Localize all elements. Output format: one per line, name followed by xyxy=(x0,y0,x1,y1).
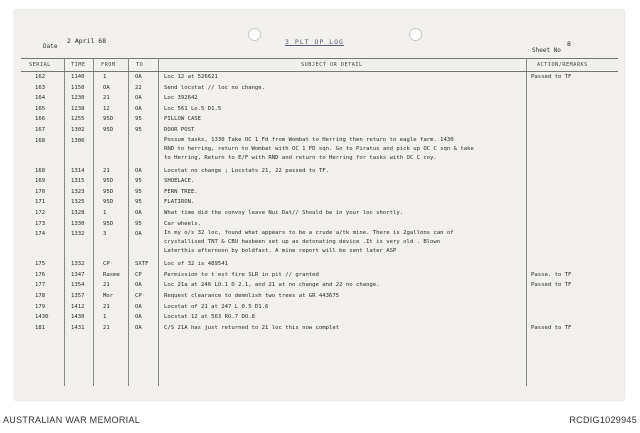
cell-time: 1330 xyxy=(71,220,85,227)
cell-time: 1325 xyxy=(71,199,85,206)
table-header xyxy=(21,58,618,72)
punch-hole xyxy=(409,28,422,41)
table-row xyxy=(21,302,618,313)
cell-time: 1354 xyxy=(71,282,85,289)
cell-from: 1 xyxy=(103,209,107,216)
table-row xyxy=(21,166,618,177)
cell-serial: 179 xyxy=(35,303,46,310)
cell-serial: 163 xyxy=(35,84,46,91)
cell-from: 3 xyxy=(103,231,107,238)
detail-line: Request clearance to demolish two trees at GR 443675 xyxy=(164,292,340,299)
cell-to: 22 xyxy=(135,84,142,91)
cell-detail xyxy=(164,93,198,104)
cell-serial: 169 xyxy=(35,178,46,185)
cell-from: Mor xyxy=(103,292,114,299)
cell-serial: 178 xyxy=(35,292,46,299)
cell-time: 1430 xyxy=(71,314,85,321)
cell-time: 1238 xyxy=(71,105,85,112)
cell-time: 1323 xyxy=(71,188,85,195)
cell-serial: 166 xyxy=(35,116,46,123)
cell-action: Passe. to TF xyxy=(531,271,572,278)
table-row xyxy=(21,259,618,270)
table-row xyxy=(21,312,618,323)
detail-line: DOOR POST xyxy=(164,126,195,133)
page-title: 3 PLT OP LOG xyxy=(285,38,344,46)
cell-serial: 172 xyxy=(35,209,46,216)
table-body xyxy=(21,72,618,333)
cell-from: 95D xyxy=(103,116,114,123)
table-row xyxy=(21,176,618,187)
detail-line: Loc 12 at 526621 xyxy=(164,74,218,80)
cell-to: 95 xyxy=(135,178,142,185)
cell-detail xyxy=(164,291,339,302)
cell-to: CP xyxy=(135,271,142,278)
table-row xyxy=(21,114,618,125)
cell-detail xyxy=(164,219,201,230)
detail-line: Loc 392642 xyxy=(164,95,198,102)
cell-from: 1 xyxy=(103,74,107,80)
cell-time: 1150 xyxy=(71,84,85,91)
detail-line: Car wheels. xyxy=(164,220,202,227)
cell-time: 1306 xyxy=(71,137,85,144)
cell-to: 95 xyxy=(135,188,142,195)
detail-line: What time did the convoy leave Nui Dat// Should be in your loc shortly. xyxy=(164,209,404,216)
cell-serial: 162 xyxy=(35,74,46,80)
col-serial: SERIAL xyxy=(29,62,51,68)
cell-detail xyxy=(164,125,194,136)
cell-detail xyxy=(164,176,194,187)
table-row xyxy=(21,104,618,115)
cell-to: 95 xyxy=(135,199,142,206)
cell-detail xyxy=(164,270,319,281)
detail-line: Loc 561 Lo.5 D1.5 xyxy=(164,105,222,112)
col-time: TIME xyxy=(71,62,86,68)
cell-serial: 168 xyxy=(35,137,46,144)
sheet-value: 8 xyxy=(567,40,571,48)
cell-to: CP xyxy=(135,292,142,299)
cell-time: 1302 xyxy=(71,126,85,133)
cell-detail xyxy=(164,312,255,323)
cell-serial: 174 xyxy=(35,231,46,238)
detail-line: C/S 21A has just returned to 21 loc this now complet xyxy=(164,324,340,331)
cell-detail xyxy=(164,104,221,115)
cell-to: OA xyxy=(135,303,142,310)
detail-line: Locstat no change ; Locstats 21, 22 passed to TF. xyxy=(164,167,330,174)
cell-detail xyxy=(164,166,329,177)
cell-from: 95D xyxy=(103,178,114,185)
table-row xyxy=(21,125,618,136)
cell-time: 1328 xyxy=(71,209,85,216)
cell-serial: 165 xyxy=(35,105,46,112)
col-action: ACTION/REMARKS xyxy=(537,62,588,68)
footer-right: RCDIG1029945 xyxy=(569,415,637,425)
footer-left: AUSTRALIAN WAR MEMORIAL xyxy=(3,415,141,425)
detail-line: Locstat 12 at 563 RO.7 DO.8 xyxy=(164,314,255,321)
cell-serial: 171 xyxy=(35,199,46,206)
cell-to: SXTF xyxy=(135,261,149,268)
cell-to: OA xyxy=(135,282,142,289)
table-row xyxy=(21,219,618,230)
cell-to: 95 xyxy=(135,220,142,227)
table-row xyxy=(21,291,618,302)
cell-detail xyxy=(164,302,268,313)
cell-to: OA xyxy=(135,231,142,238)
table-row xyxy=(21,323,618,334)
cell-to: OA xyxy=(135,314,142,321)
cell-time: 1315 xyxy=(71,178,85,185)
detail-line: to Herring, Return to E/F with RND and return to Herring for tasks with OC C coy. xyxy=(164,154,437,161)
cell-from: 1 xyxy=(103,314,107,321)
table-row xyxy=(21,136,618,166)
cell-from: 21 xyxy=(103,303,110,310)
cell-to: OA xyxy=(135,105,142,112)
cell-serial: 177 xyxy=(35,282,46,289)
cell-time: 1347 xyxy=(71,271,85,278)
cell-detail xyxy=(164,197,194,208)
detail-line: Loc 21a at 246 LO.1 D 2.1, and 21 at no change and 22 no change. xyxy=(164,282,380,289)
cell-from: 12 xyxy=(103,105,110,112)
cell-serial: 1430 xyxy=(35,314,49,321)
table-row xyxy=(21,72,618,83)
detail-line: PILLOW CASE xyxy=(164,116,202,123)
detail-line: Laterthis afternoon by boldfast. A mine report will be sent later ASP xyxy=(164,248,397,255)
cell-detail xyxy=(164,208,403,219)
table-row xyxy=(21,208,618,219)
date-value: 2 April 68 xyxy=(67,37,107,45)
cell-detail xyxy=(164,136,474,163)
detail-line: Loc of 32 is 489541 xyxy=(164,261,228,268)
cell-serial: 173 xyxy=(35,220,46,227)
detail-line: Send locstat // loc no change. xyxy=(164,84,266,91)
cell-to: OA xyxy=(135,95,142,102)
cell-time: 1332 xyxy=(71,261,85,268)
cell-to: 95 xyxy=(135,116,142,123)
cell-time: 1140 xyxy=(71,74,85,80)
cell-serial: 175 xyxy=(35,261,46,268)
cell-from: 95D xyxy=(103,220,114,227)
cell-from: 21 xyxy=(103,167,110,174)
cell-from: CP xyxy=(103,261,110,268)
cell-from: 21 xyxy=(103,324,110,331)
cell-detail xyxy=(164,280,380,291)
sheet-label: Sheet No xyxy=(532,47,561,54)
cell-from: 21 xyxy=(103,95,110,102)
col-detail: SUBJECT OR DETAIL xyxy=(301,62,363,68)
cell-detail xyxy=(164,72,218,83)
cell-action: Passed to TF xyxy=(531,282,572,289)
cell-to: OA xyxy=(135,324,142,331)
detail-line: Possum tasks, 1330 Take OC 1 Fd from Wombat to Herring then return to eagle farm. 1430 xyxy=(164,136,454,143)
col-from: FROM xyxy=(101,62,116,68)
cell-detail xyxy=(164,187,198,198)
cell-serial: 170 xyxy=(35,188,46,195)
cell-detail xyxy=(164,323,339,334)
punch-hole xyxy=(248,28,261,41)
col-to: TO xyxy=(136,62,144,68)
cell-from: Rasme xyxy=(103,271,120,278)
cell-time: 1412 xyxy=(71,303,85,310)
cell-time: 1230 xyxy=(71,95,85,102)
detail-line: SHOELACE. xyxy=(164,178,195,185)
table-row xyxy=(21,83,618,94)
cell-to: OA xyxy=(135,74,142,80)
cell-time: 1431 xyxy=(71,324,85,331)
cell-detail xyxy=(164,114,201,125)
cell-from: OA xyxy=(103,84,110,91)
cell-detail xyxy=(164,83,265,94)
cell-time: 1357 xyxy=(71,292,85,299)
cell-serial: 168 xyxy=(35,167,46,174)
detail-line: FERN TREE. xyxy=(164,188,198,195)
cell-time: 1314 xyxy=(71,167,85,174)
table-row xyxy=(21,229,618,259)
cell-serial: 164 xyxy=(35,95,46,102)
table-row xyxy=(21,270,618,281)
cell-serial: 176 xyxy=(35,271,46,278)
log-table xyxy=(21,58,618,333)
cell-action: Passed to TF xyxy=(531,324,572,331)
table-row xyxy=(21,187,618,198)
cell-serial: 167 xyxy=(35,126,46,133)
table-row xyxy=(21,197,618,208)
cell-from: 95D xyxy=(103,126,114,133)
table-row xyxy=(21,93,618,104)
cell-action: Passed to TF xyxy=(531,74,572,80)
date-label: Date xyxy=(43,43,58,50)
cell-to: OA xyxy=(135,209,142,216)
detail-line: RND to herring, return to Wombat with OC 1 FD sqn. Go to Piratus and pick up OC C sqn & take xyxy=(164,145,474,152)
cell-to: OA xyxy=(135,167,142,174)
cell-to: 95 xyxy=(135,126,142,133)
cell-time: 1332 xyxy=(71,231,85,238)
cell-time: 1255 xyxy=(71,116,85,123)
table-row xyxy=(21,280,618,291)
cell-from: 21 xyxy=(103,282,110,289)
detail-line: In my o/s 32 loc, found what appears to be a crude a/tk mine. There is 2gallons can of xyxy=(164,230,454,237)
detail-line: FLATIRON. xyxy=(164,199,195,206)
cell-detail xyxy=(164,229,454,256)
cell-from: 95D xyxy=(103,199,114,206)
cell-detail xyxy=(164,259,228,270)
detail-line: crystallised TNT & CBU hasbeen set up as detonating device .It is very old . Blown xyxy=(164,239,441,246)
detail-line: Locstat of 21 at 247 L 0.5 D1.6 xyxy=(164,303,269,310)
log-sheet xyxy=(15,10,624,400)
detail-line: Permission to t est fire SLR in pit // granted xyxy=(164,271,319,278)
cell-serial: 181 xyxy=(35,324,46,331)
cell-from: 95D xyxy=(103,188,114,195)
